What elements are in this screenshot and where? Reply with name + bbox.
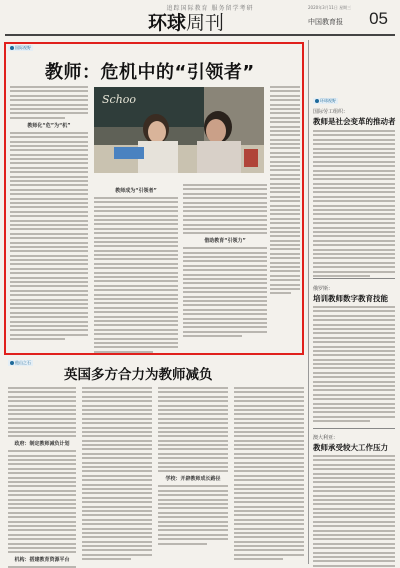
second-subhead-3: 学校：开辟教师成长路径: [165, 476, 221, 483]
featured-subhead-1: 教师化“危”为“机”: [27, 122, 71, 129]
classroom-photo: [94, 87, 264, 173]
masthead-title-light: 周刊: [186, 12, 225, 34]
masthead-paper-name: 中国教育报: [308, 18, 343, 26]
sidebar-rule-2: [313, 428, 395, 429]
second-column-3: [158, 387, 228, 547]
sidebar-headline-3[interactable]: 教师承受较大工作压力: [313, 443, 388, 452]
section-tag-second: 他山之石: [8, 360, 33, 366]
masthead-title: [148, 8, 224, 35]
sidebar-headline-2[interactable]: 培训教师数字教育技能: [313, 294, 388, 303]
featured-subhead-2: 教师成为“引领者”: [115, 188, 157, 194]
section-tag-featured: 国际视野: [8, 45, 33, 51]
featured-column-1: [10, 86, 88, 342]
second-headline[interactable]: 英国多方合力为教师减负: [64, 367, 213, 383]
section-dot-icon: [315, 99, 319, 103]
section-tag-sidebar: 环球视野: [313, 98, 338, 104]
second-column-2: [82, 387, 152, 563]
sidebar-text-2: [313, 306, 395, 425]
sidebar-divider: [308, 40, 309, 564]
classroom-photo-illustration: [94, 87, 264, 173]
featured-column-4: [270, 86, 300, 297]
featured-column-2: [94, 184, 178, 355]
second-subhead-2: 机构：搭建教育资源平台: [14, 557, 70, 564]
featured-headline[interactable]: 教师：危机中的“引领者”: [45, 62, 255, 83]
sidebar-headline-1[interactable]: 教师是社会变革的推动者: [313, 117, 396, 126]
second-column-4: [234, 387, 304, 563]
masthead-date: 2020年3月11日 星期三: [308, 5, 352, 10]
sidebar-kicker-3: 澳大利亚：: [313, 435, 339, 441]
page-number: 05: [369, 9, 388, 28]
section-dot-icon: [10, 46, 14, 50]
second-subhead-1: 政府：制定教师减负计划: [14, 441, 70, 448]
sidebar-kicker-1: 国际劳工组织：: [313, 109, 349, 115]
second-column-1: [8, 387, 76, 568]
featured-subhead-3: 借助教育“引领力”: [204, 238, 246, 245]
masthead-slogan: 追踪国际教育 服务留学考研: [166, 5, 254, 12]
masthead-title-bold: 环球: [148, 12, 187, 34]
sidebar-rule-1: [313, 278, 395, 279]
sidebar-text-1: [313, 130, 395, 279]
section-dot-icon: [10, 361, 14, 365]
masthead-rule: [5, 34, 395, 36]
sidebar-kicker-2: 俄罗斯：: [313, 286, 334, 292]
sidebar-text-3: [313, 455, 395, 568]
featured-column-3: [183, 184, 267, 340]
svg-text:Schoo: Schoo: [102, 93, 137, 106]
